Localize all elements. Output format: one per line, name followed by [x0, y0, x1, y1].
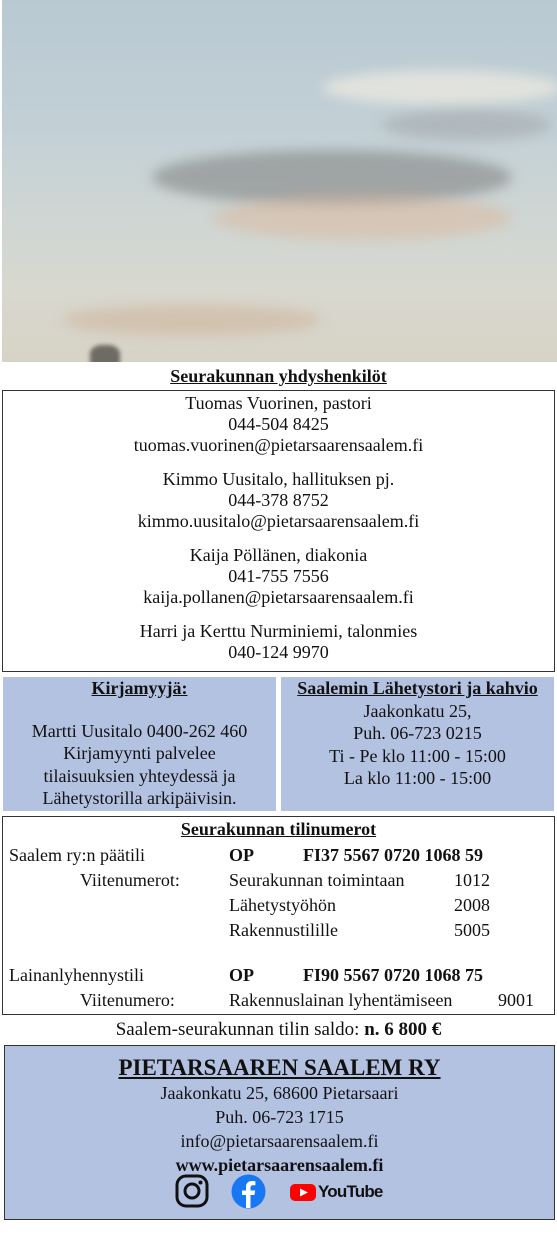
loan-reference-label: Viitenumero: — [80, 990, 175, 1010]
contact-name: Kimmo Uusitalo, hallituksen pj. — [162, 469, 395, 489]
reference-number[interactable]: 5005 — [454, 920, 490, 940]
contact-person — [3, 621, 554, 663]
main-account-bank: OP — [229, 845, 254, 865]
balance-label: Saalem-seurakunnan tilin saldo: — [115, 1019, 360, 1040]
reference-purpose: Seurakunnan toimintaan — [229, 870, 405, 890]
org-name: PIETARSAAREN SAALEM RY — [118, 1055, 441, 1080]
contact-email[interactable]: tuomas.vuorinen@pietarsaarensaalem.fi — [133, 435, 424, 455]
reference-number[interactable]: 2008 — [454, 895, 490, 915]
org-email[interactable]: info@pietarsaarensaalem.fi — [180, 1131, 379, 1151]
contact-person — [3, 393, 554, 456]
contact-name: Tuomas Vuorinen, pastori — [185, 393, 372, 413]
reference-purpose: Lähetystyöhön — [229, 895, 336, 915]
contact-person — [3, 545, 554, 608]
accounts-title: Seurakunnan tilinumerot — [180, 819, 377, 839]
reference-purpose: Rakennustilille — [229, 920, 338, 940]
mission-market-panel — [281, 677, 554, 811]
loan-reference-number[interactable]: 9001 — [498, 990, 534, 1010]
instagram-icon[interactable] — [175, 1174, 209, 1208]
org-website[interactable]: www.pietarsaarensaalem.fi — [175, 1155, 384, 1175]
bookseller-line: Lähetystorilla arkipäivisin. — [42, 788, 237, 808]
cloud — [322, 70, 557, 105]
mission-market-line: Jaakonkatu 25, — [363, 700, 472, 721]
contacts-heading: Seurakunnan yhdyshenkilöt — [170, 366, 387, 386]
loan-reference-purpose: Rakennuslainan lyhentämiseen — [229, 990, 453, 1010]
contact-name: Harri ja Kerttu Nurminiemi, talonmies — [139, 621, 418, 641]
loan-account-bank: OP — [229, 965, 254, 985]
contact-email[interactable]: kimmo.uusitalo@pietarsaarensaalem.fi — [137, 511, 420, 531]
loan-account-iban[interactable]: FI90 5567 0720 1068 75 — [303, 965, 483, 985]
account-balance — [0, 1019, 557, 1041]
bookseller-panel — [3, 677, 276, 811]
org-address: Jaakonkatu 25, 68600 Pietarsaari — [160, 1083, 399, 1103]
cloud — [212, 195, 512, 240]
balance-value: n. 6 800 € — [364, 1019, 442, 1040]
mission-market-title: Saalemin Lähetystori ja kahvio — [297, 678, 538, 698]
cloud — [382, 110, 552, 140]
accounts-box — [2, 816, 555, 1015]
contact-person — [3, 469, 554, 532]
sky-photo — [2, 0, 557, 362]
social-icons — [5, 1173, 556, 1209]
mission-market-line: Ti - Pe klo 11:00 - 15:00 — [329, 745, 506, 766]
contact-phone[interactable]: 041-755 7556 — [228, 566, 329, 586]
main-account-iban[interactable]: FI37 5567 0720 1068 59 — [303, 845, 483, 865]
contacts-box — [2, 390, 555, 672]
footer-box — [4, 1045, 555, 1220]
reference-number[interactable]: 1012 — [454, 870, 490, 890]
youtube-label[interactable]: YouTube — [318, 1182, 383, 1201]
youtube-icon[interactable] — [290, 1184, 316, 1201]
loan-account-label: Lainanlyhennystili — [9, 965, 144, 985]
bookseller-line: Martti Uusitalo 0400-262 460 — [31, 720, 248, 741]
org-phone[interactable]: Puh. 06-723 1715 — [215, 1107, 344, 1127]
bookseller-line: tilaisuuksien yhteydessä ja — [43, 765, 236, 786]
cloud — [62, 305, 322, 335]
contact-name: Kaija Pöllänen, diakonia — [189, 545, 368, 565]
main-account-label: Saalem ry:n päätili — [9, 845, 145, 865]
facebook-icon[interactable] — [231, 1174, 266, 1209]
tree-silhouette — [90, 345, 120, 362]
contact-email[interactable]: kaija.pollanen@pietarsaarensaalem.fi — [143, 587, 414, 607]
contact-phone[interactable]: 044-378 8752 — [228, 490, 329, 510]
mission-market-line: Puh. 06-723 0215 — [353, 723, 482, 743]
mission-market-line: La klo 11:00 - 15:00 — [343, 768, 492, 788]
bookseller-line: Kirjamyynti palvelee — [63, 743, 216, 763]
reference-numbers-label: Viitenumerot: — [80, 870, 180, 890]
contact-phone[interactable]: 040-124 9970 — [228, 642, 329, 662]
contact-phone[interactable]: 044-504 8425 — [228, 414, 329, 434]
bookseller-title: Kirjamyyjä: — [91, 678, 188, 698]
